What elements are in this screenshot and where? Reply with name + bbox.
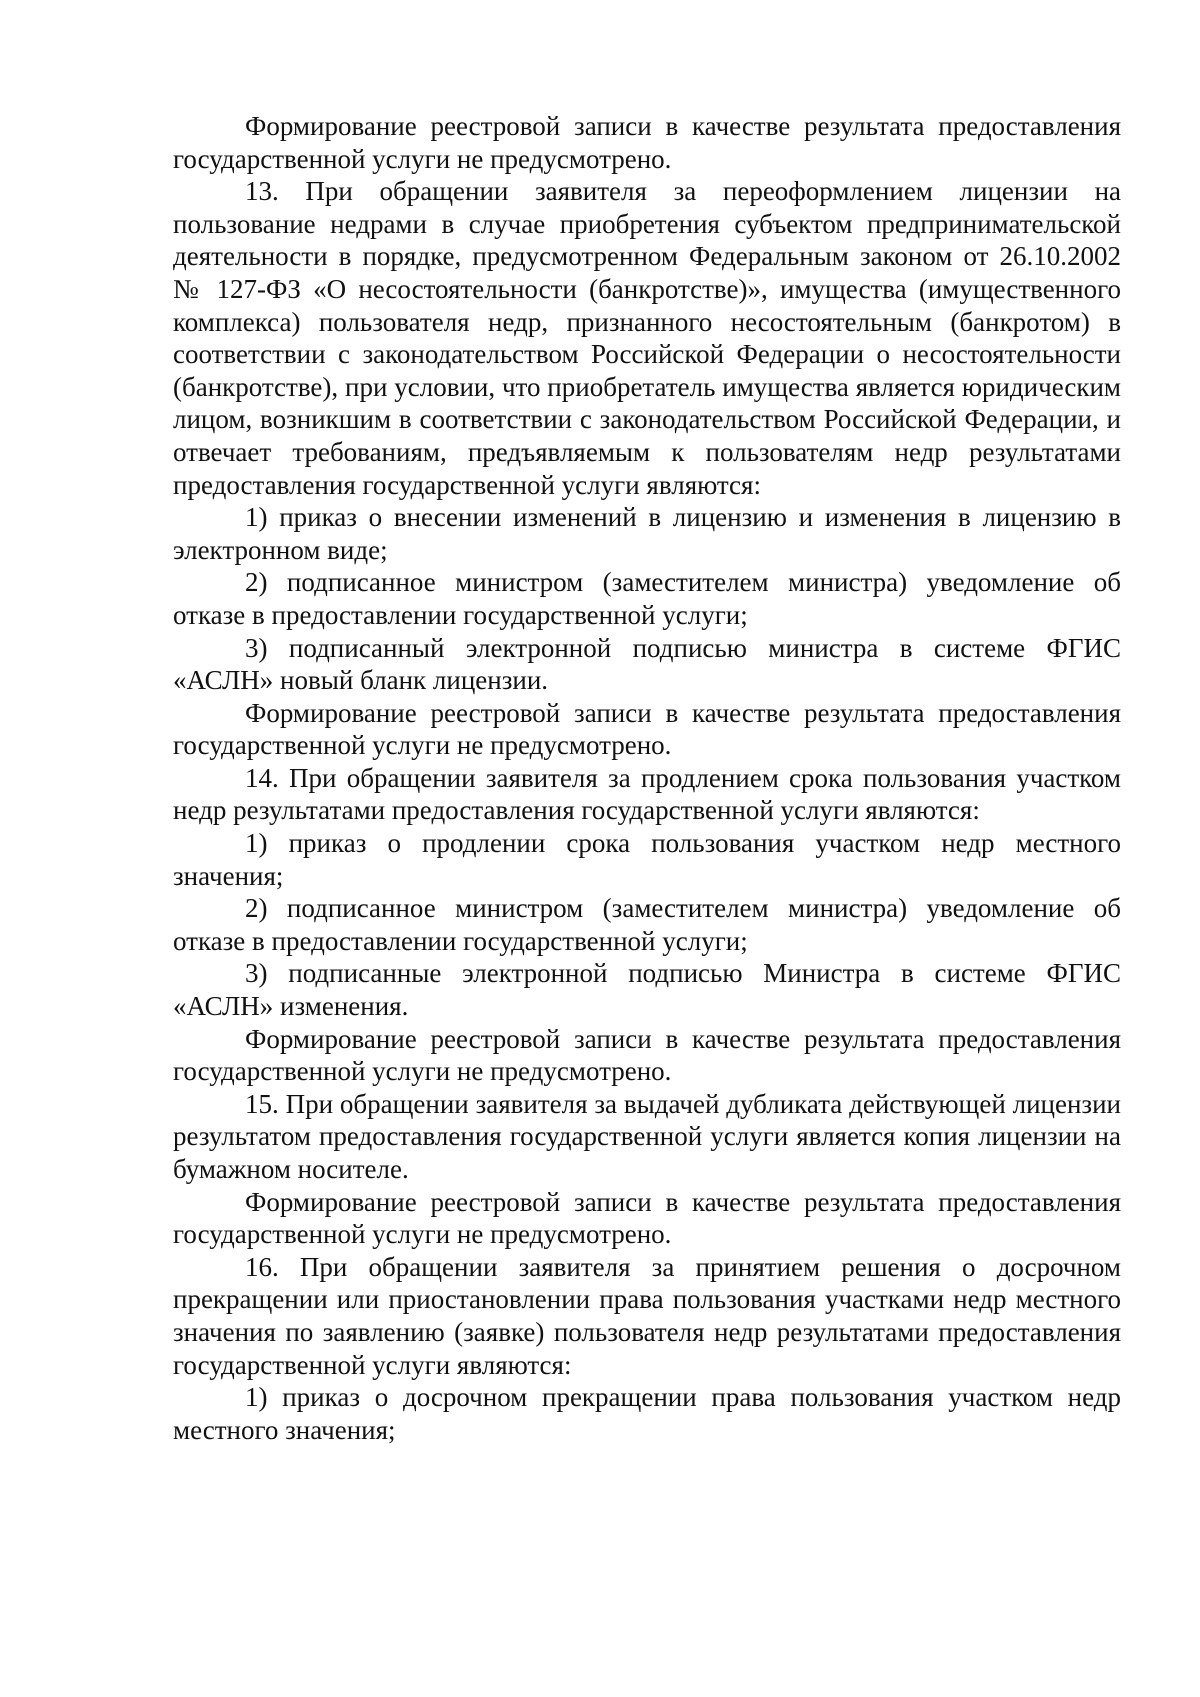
- paragraph-item-16-result-1: 1) приказ о досрочном прекращении права пользования участком недр местного значения;: [173, 1382, 1121, 1445]
- document-page: [173, 110, 1121, 1446]
- paragraph-result-note-3: Формирование реестровой записи в качестве результата предоставления государственной услуги не предусмотрено.: [173, 1023, 1121, 1087]
- paragraph-item-15: 15. При обращении заявителя за выдачей дубликата действующей лицензии результатом предоставления государственной услуги является копия лицензии на бумажном носителе.: [173, 1088, 1121, 1184]
- paragraph-item-13: 13. При обращении заявителя за переоформлением лицензии на пользование недрами в случае приобретения субъектом предпринимательской деятельности в порядке, предусмотренном Федеральным законом от 26.10.2002 № 127-ФЗ «О несостоятельности (банкротстве)», имущества (имущественного комплекса) пользователя недр, признанного несостоятельным (банкротом) в соответствии с законодательством Российской Федерации о несостоятельности (банкротстве), при условии, что приобретатель имущества является юридическим лицом, возникшим в соответствии с законодательством Российской Федерации, и отвечает требованиям, предъявляемым к пользователям недр результатами предоставления государственной услуги являются:: [173, 176, 1121, 500]
- paragraph-item-14-result-1: 1) приказ о продлении срока пользования участком недр местного значения;: [173, 828, 1121, 891]
- paragraph-item-13-result-2: 2) подписанное министром (заместителем министра) уведомление об отказе в предоставлении государственной услуги;: [173, 567, 1121, 630]
- paragraph-item-13-result-3: 3) подписанный электронной подписью министра в системе ФГИС «АСЛН» новый бланк лицензии.: [173, 632, 1121, 696]
- paragraph-item-13-result-1: 1) приказ о внесении изменений в лицензию и изменения в лицензию в электронном виде;: [173, 502, 1121, 565]
- paragraph-result-note-4: Формирование реестровой записи в качестве результата предоставления государственной услуги не предусмотрено.: [173, 1186, 1121, 1250]
- paragraph-item-14-result-3: 3) подписанные электронной подписью Министра в системе ФГИС «АСЛН» изменения.: [173, 958, 1121, 1022]
- paragraph-item-16: 16. При обращении заявителя за принятием решения о досрочном прекращении или приостановлении права пользования участками недр местного значения по заявлению (заявке) пользователя недр результатами предоставления государственной услуги являются:: [173, 1251, 1121, 1380]
- paragraph-result-note-1: Формирование реестровой записи в качестве результата предоставления государственной услуги не предусмотрено.: [173, 111, 1121, 174]
- paragraph-result-note-2: Формирование реестровой записи в качестве результата предоставления государственной услуги не предусмотрено.: [173, 697, 1121, 761]
- paragraph-item-14: 14. При обращении заявителя за продлением срока пользования участком недр результатами предоставления государственной услуги являются:: [173, 762, 1121, 826]
- paragraph-item-14-result-2: 2) подписанное министром (заместителем министра) уведомление об отказе в предоставлении государственной услуги;: [173, 893, 1121, 956]
